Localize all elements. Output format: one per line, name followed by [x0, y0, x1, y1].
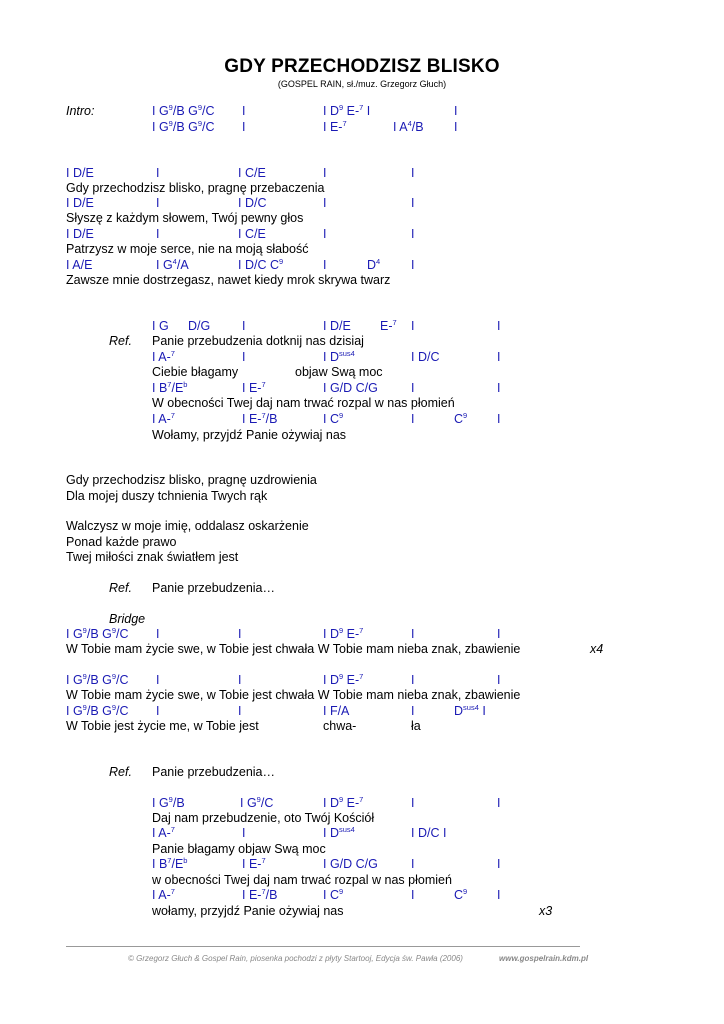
chord: I $D^{sus4}$ — [323, 825, 355, 840]
chord: I D/E — [66, 166, 94, 180]
chorus-reference: Panie przebudzenia… — [152, 765, 275, 779]
verse1-lyric-4: Zawsze mnie dostrzegasz, nawet kiedy mrok skrywa twarz — [66, 273, 391, 287]
chorus1-lyric-2a: Ciebie błagamy — [152, 365, 239, 379]
chord: I D/C $C^9$ — [238, 257, 284, 272]
chord: I $A^4/B$ — [393, 119, 424, 134]
chord: I $D^{sus4}$ — [323, 349, 355, 364]
chord: I G/D C/G — [323, 857, 378, 871]
chord: I $G^9/B$ — [152, 795, 185, 810]
chorus1-lyric-3: W obecności Twej daj nam trwać rozpal w nas płomień — [152, 396, 455, 410]
chord: I — [497, 350, 501, 364]
chord: I — [156, 673, 160, 687]
chord: I E-$^7$ — [242, 380, 266, 395]
bridge-lyric-3b: chwa- — [323, 719, 357, 733]
bridge-lyric-2: W Tobie mam życie swe, w Tobie jest chwała W Tobie mam nieba znak, zbawienie — [66, 688, 521, 702]
chord: I — [156, 196, 160, 210]
chord: I $G^9/C$ — [240, 795, 274, 810]
chord: I — [411, 196, 415, 210]
chord: I — [238, 673, 242, 687]
chord: I — [242, 319, 246, 333]
chord: I — [156, 227, 160, 241]
chord: I A-$^7$ — [152, 887, 175, 902]
chord: I — [497, 673, 501, 687]
verse2-lyric-2: Dla mojej duszy tchnienia Twych rąk — [66, 489, 268, 503]
chord: I C/E — [238, 227, 266, 241]
chord: I E-$^7$ — [242, 856, 266, 871]
chord: I — [411, 227, 415, 241]
chorus-reference: Panie przebudzenia… — [152, 581, 275, 595]
chord: I A-$^7$ — [152, 411, 175, 426]
chord: I — [497, 412, 501, 426]
chord: I — [411, 258, 415, 272]
chord: I — [238, 627, 242, 641]
verse2-lyric-5: Twej miłości znak światłem jest — [66, 550, 239, 564]
footer-divider — [66, 946, 580, 947]
chord: $C^9$ — [454, 887, 468, 902]
chord: I — [411, 857, 415, 871]
chord: I — [411, 381, 415, 395]
chord: I $G^9/B$ $G^9/C$ — [66, 626, 129, 641]
song-credits: (GOSPEL RAIN, sł./muz. Grzegorz Głuch) — [277, 79, 447, 89]
repeat-marker-x4: x4 — [590, 642, 604, 656]
verse1-lyric-3: Patrzysz w moje serce, nie na moją słabość — [66, 242, 309, 256]
chord: I $B^7/E^b$ — [152, 380, 188, 395]
chord: I — [242, 350, 246, 364]
chord: I $G^9/B$ $G^9/C$ — [66, 703, 129, 718]
chord: I D/E — [66, 227, 94, 241]
chorus1-lyric-1: Panie przebudzenia dotknij nas dzisiaj — [152, 334, 364, 348]
verse2-lyric-3: Walczysz w moje imię, oddalasz oskarżenie — [66, 519, 309, 533]
chord: I — [411, 673, 415, 687]
chord: I — [411, 627, 415, 641]
chord: I E-$^7$ — [323, 119, 347, 134]
chord: I A-$^7$ — [152, 825, 175, 840]
chord: I — [323, 166, 327, 180]
chord: I C/E — [238, 166, 266, 180]
chord: I — [411, 796, 415, 810]
chord: I — [323, 258, 327, 272]
chord: E-$^7$ — [380, 318, 397, 333]
verse1-lyric-2: Słyszę z każdym słowem, Twój pewny głos — [66, 211, 304, 225]
repeat-marker-x3: x3 — [539, 904, 553, 918]
chord: I D/C — [411, 350, 440, 364]
chord: I D/C — [238, 196, 267, 210]
chord: I — [497, 627, 501, 641]
bridge-lyric-1: W Tobie mam życie swe, w Tobie jest chwała W Tobie mam nieba znak, zbawienie — [66, 642, 521, 656]
verse2-lyric-4: Ponad każde prawo — [66, 535, 177, 549]
chord: I — [497, 796, 501, 810]
intro-label: Intro: — [66, 104, 95, 118]
chord: I $C^9$ — [323, 887, 344, 902]
footer-copyright: © Grzegorz Głuch & Gospel Rain, piosenka pochodzi z płyty Startooj, Edycja św. Pawła (2006) — [128, 954, 463, 963]
chorus2-lyric-2: Panie błagamy objaw Swą moc — [152, 842, 326, 856]
chord: I — [323, 227, 327, 241]
chord: I — [497, 381, 501, 395]
chord: I $D^9$ E-$^7$ — [323, 672, 364, 687]
footer-website-link[interactable] — [499, 954, 588, 963]
chord: I D/C I — [411, 826, 447, 840]
chord: $C^9$ — [454, 411, 468, 426]
website-link-text[interactable]: www.gospelrain.kdm.pl — [499, 954, 589, 963]
chorus-label: Ref. — [109, 765, 132, 779]
chord: I — [242, 120, 246, 134]
chord: I $D^9$ E-$^7$ — [323, 626, 364, 641]
chord: I $B^7/E^b$ — [152, 856, 188, 871]
chord: I — [411, 704, 415, 718]
chord: I $D^9$ E-$^7$ — [323, 795, 364, 810]
chord: I $G^4/A$ — [156, 257, 189, 272]
chord: I — [323, 196, 327, 210]
chorus-label: Ref. — [109, 581, 132, 595]
chord: I — [242, 104, 246, 118]
chord: I E-$^7$/B — [242, 411, 278, 426]
chord: I — [156, 704, 160, 718]
chord: I — [156, 166, 160, 180]
chord: I D/E — [66, 196, 94, 210]
chord: D/G — [188, 319, 211, 333]
chord: I D/E — [323, 319, 351, 333]
verse1-lyric-1: Gdy przechodzisz blisko, pragnę przebaczenia — [66, 181, 325, 195]
chord: I — [497, 888, 501, 902]
bridge-lyric-3c: ła — [411, 719, 421, 733]
chorus2-lyric-3: w obecności Twej daj nam trwać rozpal w nas płomień — [152, 873, 452, 887]
chord: I — [156, 627, 160, 641]
chorus1-lyric-2b: objaw Swą moc — [295, 365, 383, 379]
chord: I $C^9$ — [323, 411, 344, 426]
chord: I — [238, 704, 242, 718]
chorus1-lyric-4: Wołamy, przyjdź Panie ożywiaj nas — [152, 428, 347, 442]
verse2-lyric-1: Gdy przechodzisz blisko, pragnę uzdrowienia — [66, 473, 317, 487]
bridge-label: Bridge — [109, 612, 146, 626]
chord: I E-$^7$/B — [242, 887, 278, 902]
chord: I A-$^7$ — [152, 349, 175, 364]
chord: I — [411, 888, 415, 902]
chord: I $G^9/B$ $G^9/C$ — [66, 672, 129, 687]
chord: I $D^9$ E-$^7$ I — [323, 103, 371, 118]
chord: $D^4$ — [367, 257, 381, 272]
chorus2-lyric-4: wołamy, przyjdź Panie ożywiaj nas — [152, 904, 344, 918]
bridge-lyric-3a: W Tobie jest życie me, w Tobie jest — [66, 719, 259, 733]
chord: I G/D C/G — [323, 381, 378, 395]
chord: I G — [152, 319, 169, 333]
chord: I — [411, 412, 415, 426]
chord: I F/A — [323, 704, 350, 718]
chord: I — [411, 166, 415, 180]
chord: I $G^9/B$ $G^9/C$ — [152, 119, 215, 134]
song-title: GDY PRZECHODZISZ BLISKO — [224, 56, 500, 77]
chord: I — [497, 857, 501, 871]
chord: I — [242, 826, 246, 840]
chord: I A/E — [66, 258, 93, 272]
chord: I $G^9/B$ $G^9/C$ — [152, 103, 215, 118]
chorus-label: Ref. — [109, 334, 132, 348]
chord: I — [411, 319, 415, 333]
chord: I — [497, 319, 501, 333]
chord: I — [454, 104, 458, 118]
chord: $D^{sus4}$ I — [454, 703, 486, 718]
chorus2-lyric-1: Daj nam przebudzenie, oto Twój Kościół — [152, 811, 375, 825]
chord: I — [454, 120, 458, 134]
